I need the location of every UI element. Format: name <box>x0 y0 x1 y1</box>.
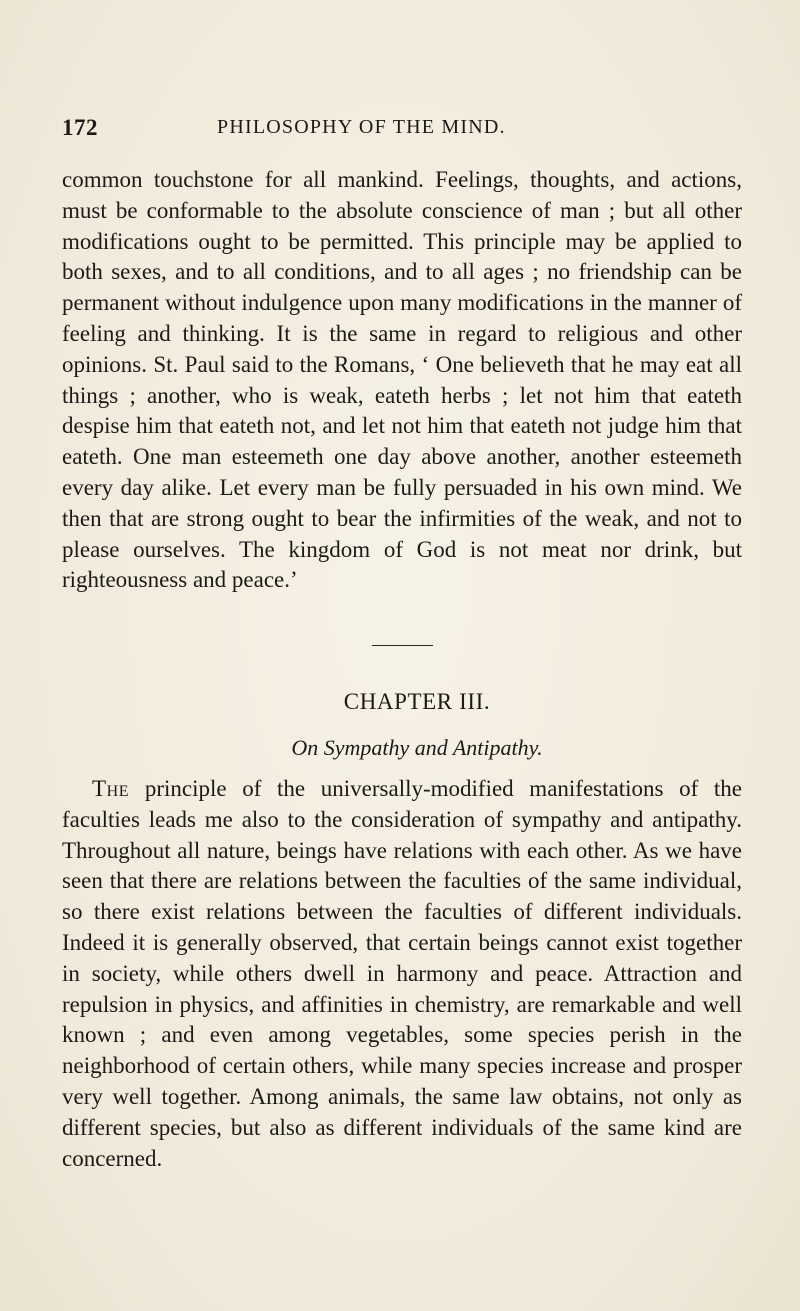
paragraph-2-text: principle of the universally-modified manifestations of the faculties leads me also to the consideration of sympathy and antipathy. Throughout all nature, beings have relations with each other. As we have seen that there are relations between the faculties of the same individual, so there exist relations between the faculties of different individuals. Indeed it is generally observed, that certain beings cannot exist together in society, while others dwell in harmony and peace. Attraction and repulsion in physics, and affinities in chemistry, are remarkable and well known ; and even among vegetables, some species perish in the neighborhood of certain others, while many species increase and prosper very well together. Among animals, the same law obtains, not only as different species, but also as different individuals of the same kind are concerned. <box>62 776 742 1171</box>
running-title: PHILOSOPHY OF THE MIND. <box>217 116 506 138</box>
section-divider <box>372 645 433 646</box>
paragraph-1: common touchstone for all mankind. Feelings, thoughts, and actions, must be conformable to the absolute conscience of man ; but all other modifications ought to be permitted. This principle may be applied to both sexes, and to all conditions, and to all ages ; no friendship can be permanent without indulgence upon many modifications in the manner of feeling and thinking. It is the same in regard to religious and other opinions. St. Paul said to the Romans, ‘ One believeth that he may eat all things ; another, who is weak, eateth herbs ; let not him that eateth despise him that eateth not, and let not him that eateth not judge him that eateth. One man esteemeth one day above another, another esteemeth every day alike. Let every man be fully persuaded in his own mind. We then that are strong ought to bear the infirmities of the weak, and not to please ourselves. The kingdom of God is not meat nor drink, but righteousness and peace.’ <box>62 167 742 593</box>
paragraph-2-lead-word: The <box>92 776 130 801</box>
chapter-heading: CHAPTER III. <box>343 689 491 714</box>
chapter-subtitle: On Sympathy and Antipathy. <box>291 735 543 760</box>
running-head <box>62 115 742 145</box>
paragraph-2 <box>62 774 742 1174</box>
page-number: 172 <box>62 115 98 140</box>
